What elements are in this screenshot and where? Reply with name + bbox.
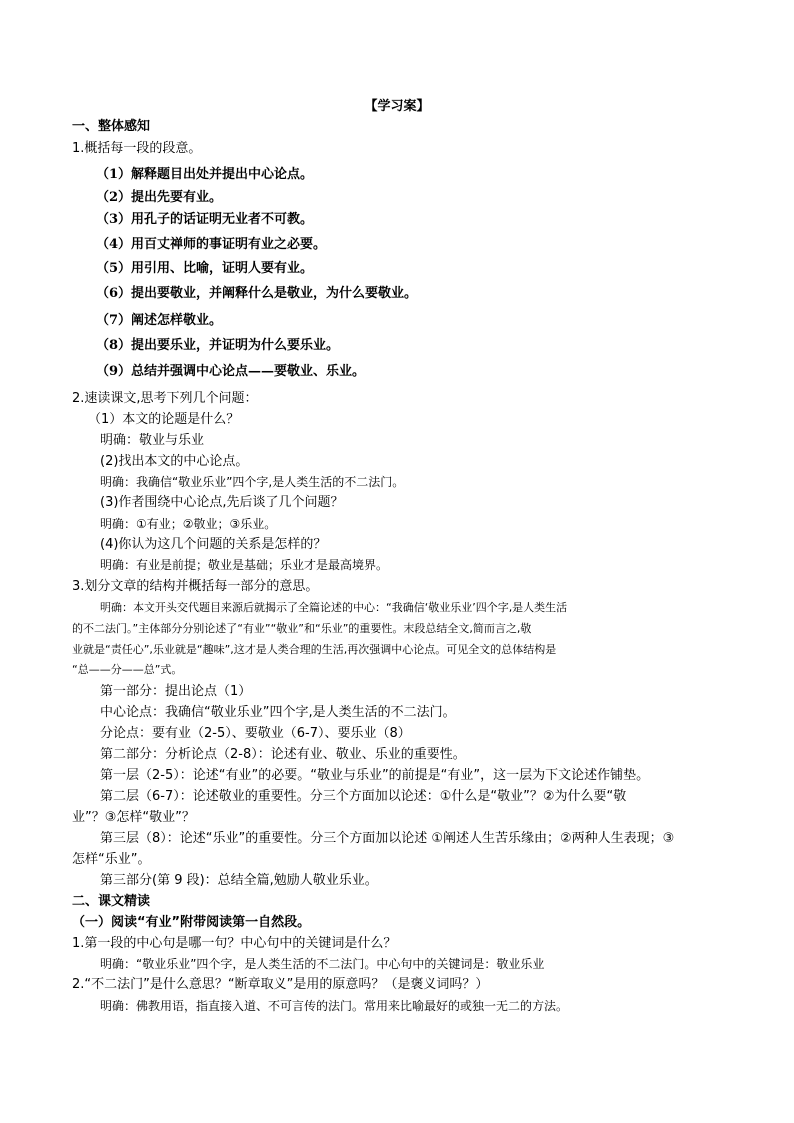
- sub-arguments: 分论点：要有业（2-5）、要敬业（6-7）、要乐业（8）: [100, 726, 411, 741]
- layer-2-line-2: 业”？③怎样“敬业”？: [72, 810, 195, 825]
- question-2-2: (2)找出本文的中心论点。: [100, 454, 249, 469]
- summary-item-2: （2）提出先要有业。: [96, 190, 223, 205]
- question-2-4: (4)你认为这几个问题的关系是怎样的？: [100, 537, 327, 552]
- summary-item-1: （1）解释题目出处并提出中心论点。: [96, 167, 314, 182]
- page-title: 【学习案】: [364, 99, 430, 114]
- answer-2-4: 明确：有业是前提；敬业是基础；乐业才是最高境界。: [100, 558, 389, 572]
- answer-2-1: 明确：敬业与乐业: [100, 433, 205, 448]
- reading-question-1: 1.第一段的中心句是哪一句？中心句中的关键词是什么？: [72, 936, 397, 951]
- answer-2-3: 明确：①有业；②敬业；③乐业。: [100, 517, 277, 531]
- summary-item-7: （7）阐述怎样敬业。: [96, 313, 223, 328]
- answer-3-line-4: “总——分——总”式。: [72, 663, 183, 676]
- part-2: 第二部分：分析论点（2-8）：论述有业、敬业、乐业的重要性。: [100, 747, 466, 762]
- answer-3-line-2: 的不二法门。”主体部分分别论述了“有业”“敬业”和“乐业”的重要性。末段总结全文,简而言之,敬: [72, 622, 532, 635]
- layer-3-line-2: 怎样“乐业”。: [72, 852, 151, 867]
- answer-3-line-3: 业就是“责任心”,乐业就是“趣味”,这才是人类合理的生活,再次强调中心论点。可见全文的总体结构是: [72, 643, 557, 656]
- question-2-3: (3)作者围绕中心论点,先后谈了几个问题？: [100, 495, 344, 510]
- section-2-subheading: （一）阅读“有业”附带阅读第一自然段。: [72, 915, 311, 930]
- layer-2-line-1: 第二层（6-7）：论述敬业的重要性。分三个方面加以论述：①什么是“敬业”？②为什么要“敬: [100, 789, 627, 804]
- reading-answer-1: 明确：“敬业乐业”四个字，是人类生活的不二法门。中心句中的关键词是：敬业乐业: [100, 957, 545, 971]
- summary-item-6: （6）提出要敬业，并阐释什么是敬业，为什么要敬业。: [96, 286, 418, 301]
- summary-item-4: （4）用百丈禅师的事证明有业之必要。: [96, 237, 327, 252]
- summary-item-8: （8）提出要乐业，并证明为什么要乐业。: [96, 338, 340, 353]
- summary-item-5: （5）用引用、比喻，证明人要有业。: [96, 261, 314, 276]
- summary-item-3: （3）用孔子的话证明无业者不可教。: [96, 212, 314, 227]
- reading-question-2: 2.“不二法门”是什么意思？“断章取义”是用的原意吗？（是褒义词吗？）: [72, 977, 489, 992]
- answer-3-line-1: 明确：本文开头交代题目来源后就揭示了全篇论述的中心：“我确信‘敬业乐业’四个字,是人类生活: [100, 601, 568, 614]
- question-3: 3.划分文章的结构并概括每一部分的意思。: [72, 579, 319, 594]
- part-1: 第一部分：提出论点（1）: [100, 684, 252, 699]
- question-2: 2.速读课文,思考下列几个问题：: [72, 391, 258, 406]
- answer-2-2: 明确：我确信“敬业乐业”四个字,是人类生活的不二法门。: [100, 475, 405, 489]
- question-1: 1.概括每一段的段意。: [72, 141, 202, 156]
- layer-3-line-1: 第三层（8）：论述“乐业”的重要性。分三个方面加以论述 ①阐述人生苦乐缘由；②两种人生表现；③: [100, 831, 675, 846]
- reading-answer-2: 明确：佛教用语，指直接入道、不可言传的法门。常用来比喻最好的或独一无二的方法。: [100, 999, 569, 1013]
- central-argument: 中心论点：我确信“敬业乐业”四个字,是人类生活的不二法门。: [100, 705, 456, 720]
- section-2-heading: 二、课文精读: [72, 894, 151, 909]
- section-1-heading: 一、整体感知: [72, 119, 151, 134]
- layer-1: 第一层（2-5）：论述“有业”的必要。“敬业与乐业”的前提是“有业”，这一层为下文论述作铺垫。: [100, 768, 650, 783]
- question-2-1: （1）本文的论题是什么？: [88, 412, 240, 427]
- summary-item-9: （9）总结并强调中心论点——要敬业、乐业。: [96, 364, 366, 379]
- part-3: 第三部分(第 9 段)：总结全篇,勉励人敬业乐业。: [100, 873, 378, 888]
